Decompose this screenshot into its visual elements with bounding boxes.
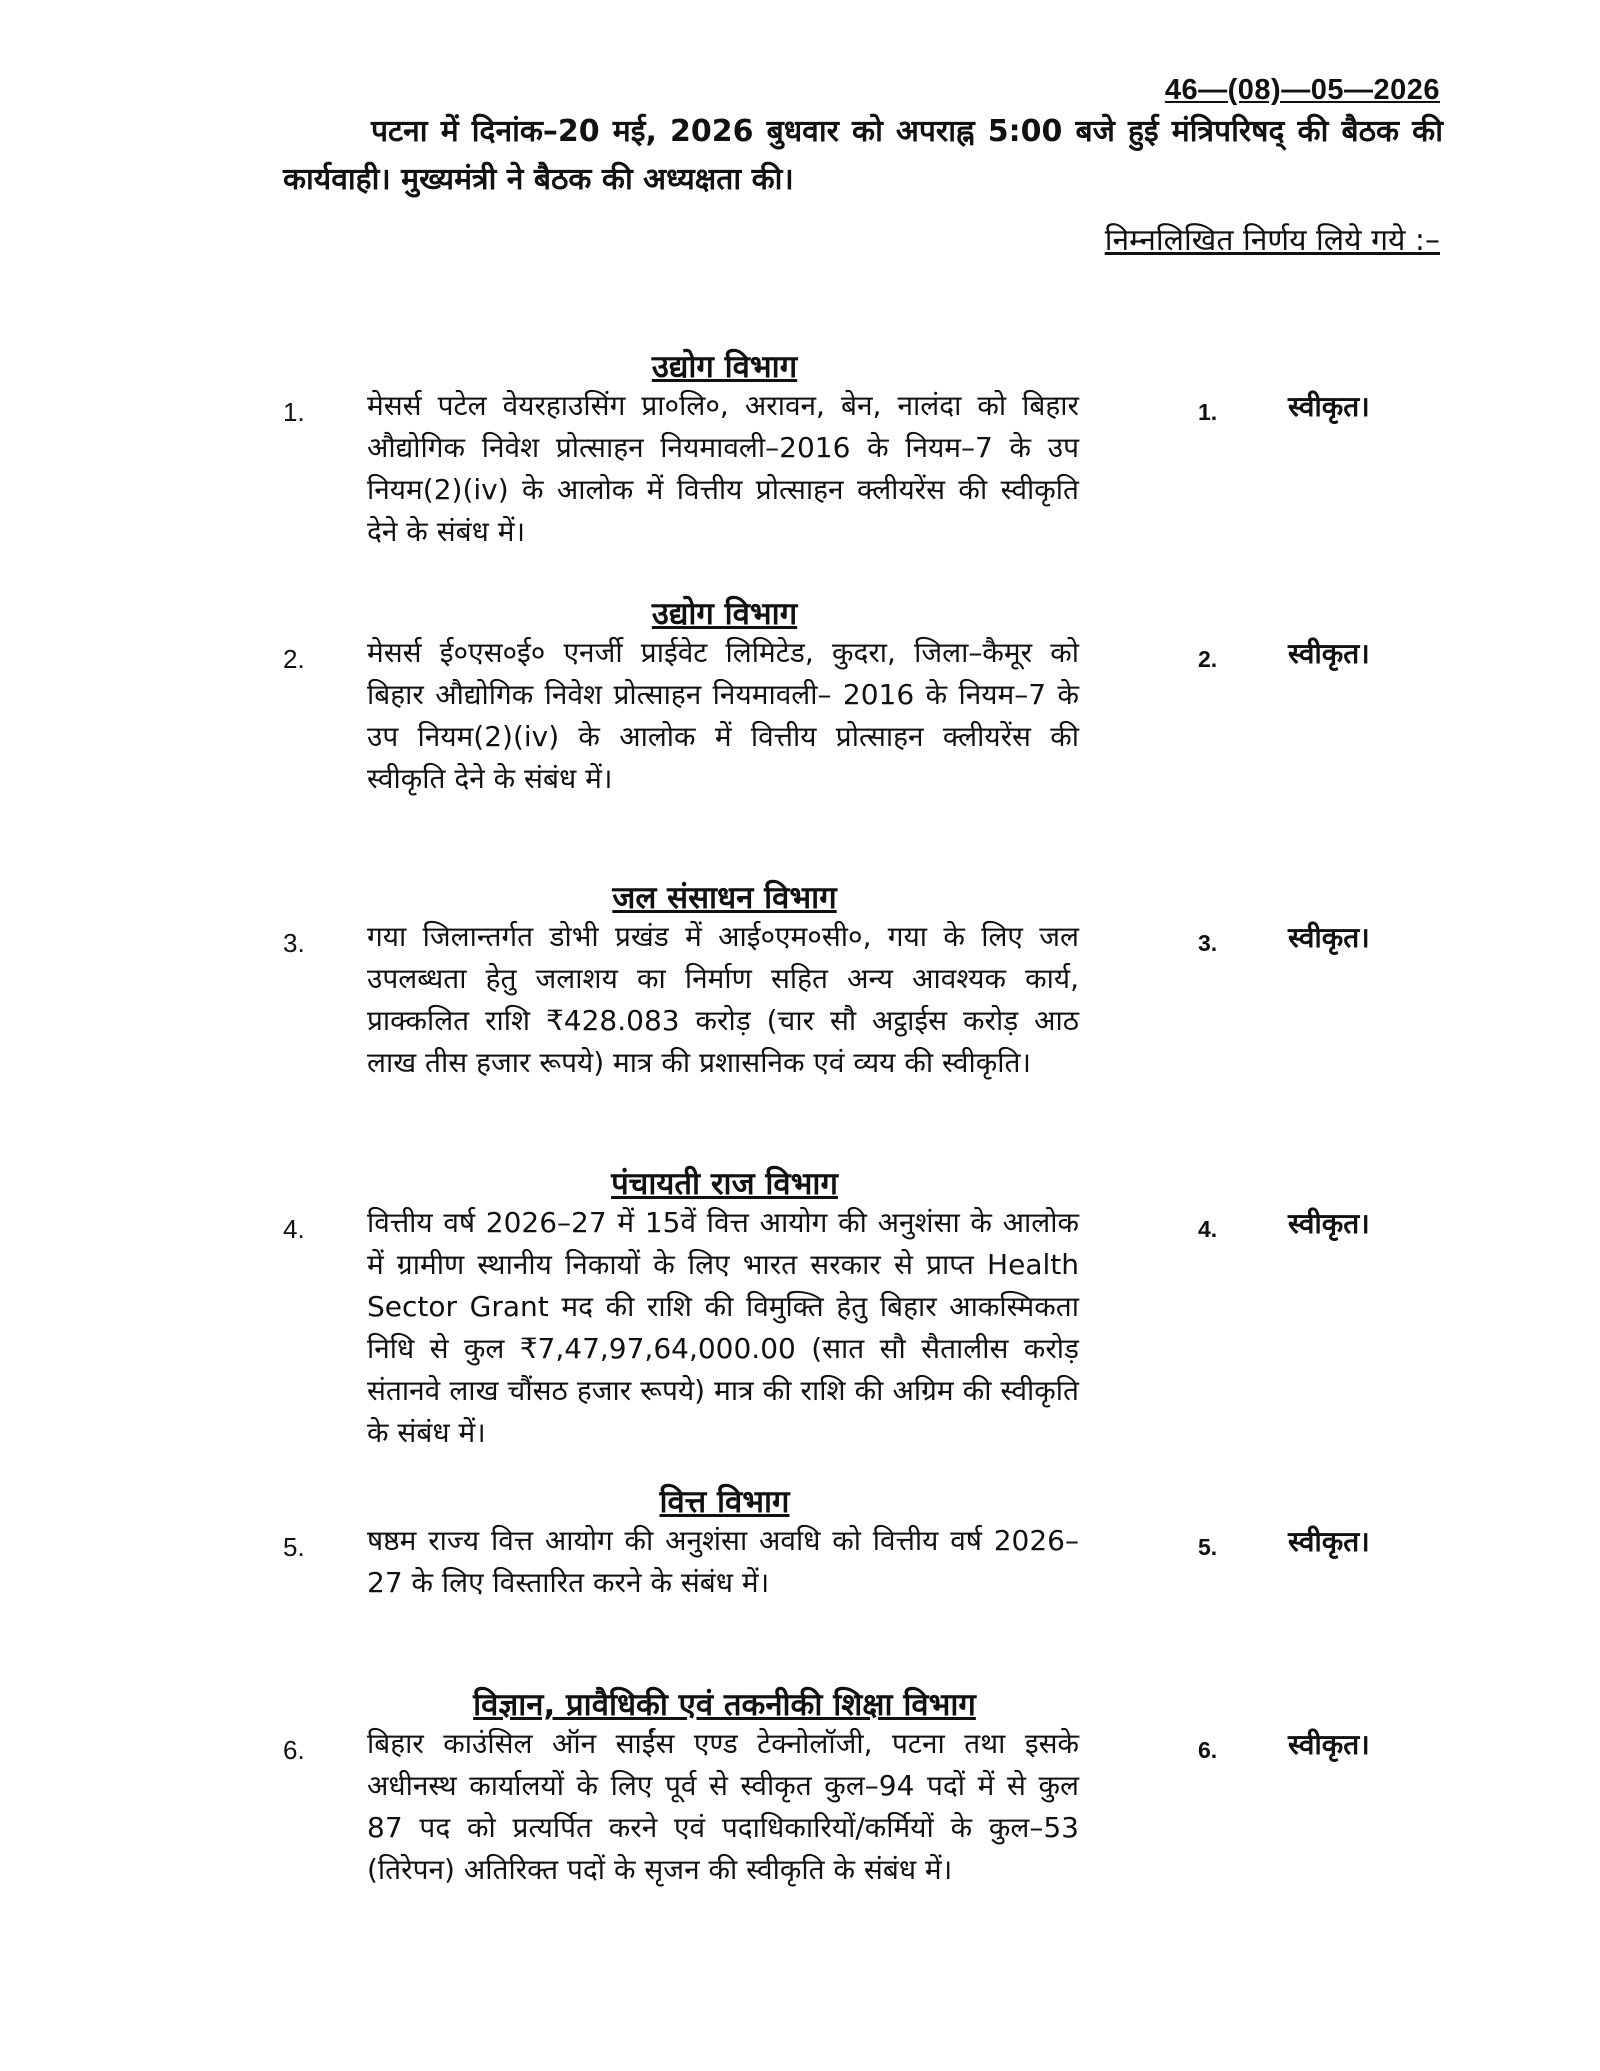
item-text: गया जिलान्तर्गत डोभी प्रखंड में आई०एम०सी०, गया के लिए जल उपलब्धता हेतु जलाशय का निर्माण सहित अन्य आवश्यक कार्य, प्राक्कलित राशि ₹428.083 करोड़ (चार सौ अट्ठाईस करोड़ आठ लाख तीस हजार रूपये) मात्र की प्रशासनिक एवं व्यय की स्वीकृति। <box>367 920 1079 1079</box>
decision-status: स्वीकृत। <box>1288 921 1370 954</box>
item-number: 6. <box>283 1735 305 1765</box>
item-text: बिहार काउंसिल ऑन साईंस एण्ड टेक्नोलॉजी, पटना तथा इसके अधीनस्थ कार्यालयों के लिए पूर्व से स्वीकृत कुल–94 पदों में से कुल 87 पद को प्रत्यर्पित करने एवं पदाधिकारियों/कर्मियों के कुल–53 (तिरेपन) अतिरिक्त पदों के सृजन की स्वीकृति के संबंध में। <box>367 1727 1079 1886</box>
decision-status: स्वीकृत। <box>1288 1525 1370 1558</box>
department-heading: पंचायती राज विभाग <box>611 1166 838 1202</box>
department-heading: वित्त विभाग <box>659 1484 790 1520</box>
item-number: 2. <box>283 644 305 674</box>
decision-status: स्वीकृत। <box>1288 637 1370 670</box>
department-heading: उद्योग विभाग <box>651 349 798 385</box>
item-text: मेसर्स ई०एस०ई० एनर्जी प्राईवेट लिमिटेड, कुदरा, जिला–कैमूर को बिहार औद्योगिक निवेश प्रोत्साहन नियमावली– 2016 के नियम–7 के उप नियम(2)(iv) के आलोक में वित्तीय प्रोत्साहन क्लीयरेंस की स्वीकृति देने के संबंध में। <box>367 636 1079 795</box>
item-text: मेसर्स पटेल वेयरहाउसिंग प्रा०लि०, अरावन, बेन, नालंदा को बिहार औद्योगिक निवेश प्रोत्साहन नियमावली–2016 के नियम–7 के उप नियम(2)(iv) के आलोक में वित्तीय प्रोत्साहन क्लीयरेंस की स्वीकृति देने के संबंध में। <box>367 389 1079 548</box>
department-heading: विज्ञान, प्रावैधिकी एवं तकनीकी शिक्षा विभाग <box>473 1687 976 1723</box>
decisions-heading: निम्नलिखित निर्णय लिये गये :– <box>1104 223 1440 258</box>
decision-status: स्वीकृत। <box>1288 390 1370 423</box>
item-number: 3. <box>283 928 305 958</box>
intro-paragraph: पटना में दिनांक–20 मई, 2026 बुधवार को अपराह्न 5:00 बजे हुई मंत्रिपरिषद् की बैठक की कार्यवाही। मुख्यमंत्री ने बैठक की अध्यक्षता की। <box>283 114 1443 197</box>
decision-status: स्वीकृत। <box>1288 1207 1370 1240</box>
item-number: 4. <box>283 1214 305 1244</box>
item-number: 5. <box>283 1532 305 1562</box>
item-number: 1. <box>283 397 305 427</box>
department-heading: जल संसाधन विभाग <box>612 880 837 916</box>
decision-status: स्वीकृत। <box>1288 1728 1370 1761</box>
decision-number: 2. <box>1198 646 1218 672</box>
decision-number: 6. <box>1198 1737 1218 1763</box>
item-text: षष्ठम राज्य वित्त आयोग की अनुशंसा अवधि को वित्तीय वर्ष 2026–27 के लिए विस्तारित करने के संबंध में। <box>367 1524 1079 1599</box>
decision-number: 5. <box>1198 1534 1218 1560</box>
decision-number: 4. <box>1198 1216 1218 1242</box>
department-heading: उद्योग विभाग <box>651 596 798 632</box>
decision-number: 3. <box>1198 930 1218 956</box>
item-text: वित्तीय वर्ष 2026–27 में 15वें वित्त आयोग की अनुशंसा के आलोक में ग्रामीण स्थानीय निकायों के लिए भारत सरकार से प्राप्त Health Sector Grant मद की राशि की विमुक्ति हेतु बिहार आकस्मिकता निधि से कुल ₹7,47,97,64,000.00 (सात सौ सैतालीस करोड़ संतानवे लाख चौंसठ हजार रूपये) मात्र की राशि की अग्रिम की स्वीकृति के संबंध में। <box>367 1206 1079 1449</box>
reference-number: 46—(08)—05—2026 <box>1164 74 1440 106</box>
decision-number: 1. <box>1198 399 1218 425</box>
